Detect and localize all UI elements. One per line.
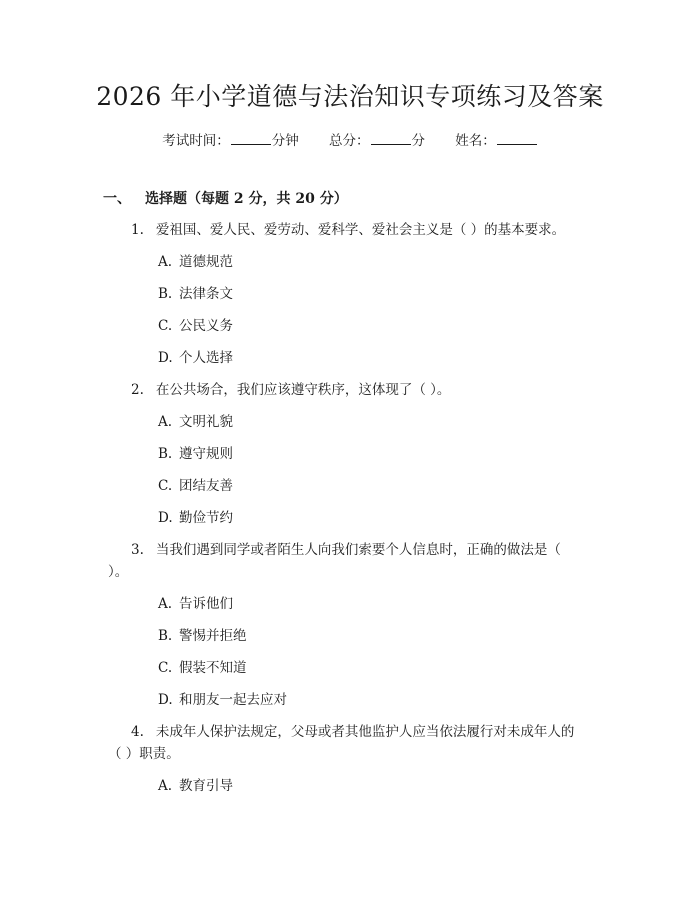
option-text: 团结友善: [179, 478, 233, 494]
question-text: 在公共场合，我们应该遵守秩序，这体现了（ ）。: [155, 382, 451, 398]
option-letter: B.: [158, 628, 173, 644]
question-3: [0, 539, 700, 721]
name-label: 姓名：: [455, 133, 496, 149]
question-stem: [0, 219, 700, 241]
option-a: [0, 775, 700, 807]
option-d: [0, 347, 700, 379]
option-text: 公民义务: [179, 318, 233, 334]
question-number: 2.: [131, 382, 144, 398]
option-letter: D.: [158, 510, 173, 526]
option-c: [0, 475, 700, 507]
option-letter: C.: [158, 318, 173, 334]
exam-time-field: [162, 130, 299, 151]
option-letter: A.: [158, 414, 173, 430]
option-d: [0, 507, 700, 539]
question-number: 4.: [131, 724, 144, 740]
option-a: [0, 411, 700, 443]
option-text: 法律条文: [179, 286, 233, 302]
option-text: 教育引导: [179, 778, 233, 794]
option-text: 遵守规则: [179, 446, 233, 462]
option-text: 告诉他们: [179, 596, 233, 612]
option-letter: B.: [158, 446, 173, 462]
question-number: 1.: [131, 222, 144, 238]
option-c: [0, 657, 700, 689]
question-number: 3.: [131, 542, 144, 558]
option-b: [0, 625, 700, 657]
question-stem: [0, 379, 700, 401]
option-text: 勤俭节约: [179, 510, 233, 526]
name-field: [455, 130, 538, 151]
total-score-field: [329, 130, 425, 151]
question-stem: [0, 539, 700, 583]
question-text: 当我们遇到同学或者陌生人向我们索要个人信息时，正确的做法是（ ）。: [108, 542, 561, 580]
option-b: [0, 443, 700, 475]
total-score-blank: [371, 130, 411, 145]
question-4: [0, 721, 700, 807]
option-letter: A.: [158, 596, 173, 612]
question-stem: [0, 721, 700, 765]
exam-info-row: [0, 130, 700, 151]
exam-time-unit: 分钟: [271, 133, 299, 149]
option-c: [0, 315, 700, 347]
option-a: [0, 251, 700, 283]
exam-time-blank: [231, 130, 271, 145]
option-d: [0, 689, 700, 721]
option-text: 警惕并拒绝: [179, 628, 247, 644]
section-number: 一、: [103, 191, 131, 207]
total-score-label: 总分：: [329, 133, 370, 149]
page-title: 2026 年小学道德与法治知识专项练习及答案: [96, 82, 604, 111]
name-blank: [497, 130, 537, 145]
option-text: 道德规范: [179, 254, 233, 270]
question-1: [0, 219, 700, 379]
option-letter: A.: [158, 254, 173, 270]
option-letter: C.: [158, 478, 173, 494]
section-heading: [103, 188, 348, 210]
question-text: 未成年人保护法规定，父母或者其他监护人应当依法履行对未成年人的（ ）职责。: [108, 724, 575, 762]
section-title: 选择题（每题 2 分，共 20 分）: [145, 191, 348, 207]
question-text: 爱祖国、爱人民、爱劳动、爱科学、爱社会主义是（ ）的基本要求。: [155, 222, 566, 238]
option-letter: C.: [158, 660, 173, 676]
option-letter: B.: [158, 286, 173, 302]
option-text: 文明礼貌: [179, 414, 233, 430]
exam-time-label: 考试时间：: [162, 133, 230, 149]
option-text: 假装不知道: [179, 660, 247, 676]
question-list: [0, 219, 700, 807]
option-letter: D.: [158, 692, 173, 708]
option-a: [0, 593, 700, 625]
question-2: [0, 379, 700, 539]
option-letter: D.: [158, 350, 173, 366]
option-text: 个人选择: [179, 350, 233, 366]
total-score-unit: 分: [411, 133, 425, 149]
option-letter: A.: [158, 778, 173, 794]
option-text: 和朋友一起去应对: [179, 692, 287, 708]
option-b: [0, 283, 700, 315]
